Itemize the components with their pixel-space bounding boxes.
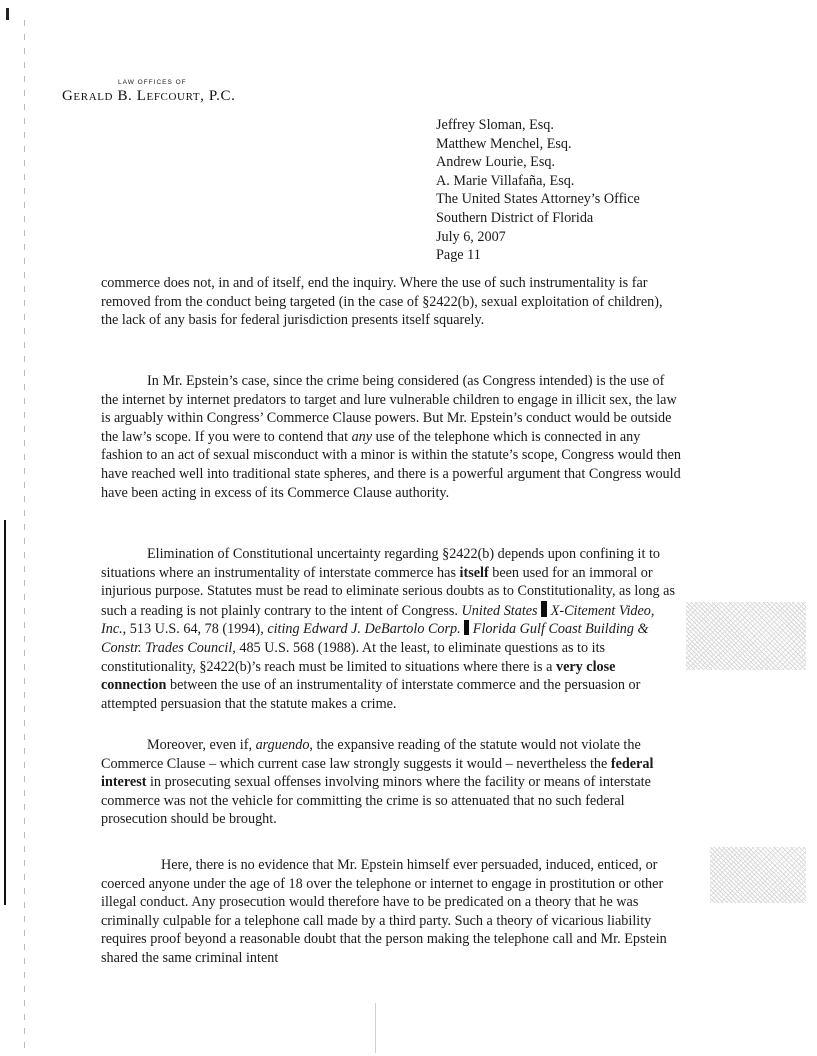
- addressee-line: Jeffrey Sloman, Esq.: [436, 117, 554, 133]
- firm-name: Gerald B. Lefcourt, P.C.: [62, 88, 236, 104]
- scan-margin-line: [24, 20, 25, 1050]
- paragraph-1: commerce does not, in and of itself, end the inquiry. Where the use of such instrumentality is far removed from the conduct being targeted (in the case of §2422(b), sexual exploitation of children), the lack of any basis for federal jurisdiction presents itself squarely.: [101, 275, 663, 329]
- letter-date: July 6, 2007: [436, 228, 506, 245]
- scan-mark: [6, 8, 9, 20]
- addressee-line: Southern District of Florida: [436, 209, 594, 226]
- scan-stamp: [710, 847, 806, 903]
- paragraph-2: In Mr. Epstein’s case, since the crime being considered (as Congress intended) is the use of the internet by internet predators to target and lure vulnerable children to engage in illicit sex, the law is arguably within Congress’ Commerce Clause powers. But Mr. Epstein’s conduct would be outside the law’s scope. If you were to contend that any use of the telephone which is connected in any fashion to an act of sexual misconduct with a minor is within the statute’s scope, Congress would then have reached well into traditional state spheres, and there is a powerful argument that Congress would have been acting in excess of its Commerce Clause authority.: [101, 373, 682, 501]
- redaction-mark: [541, 601, 547, 617]
- addressee-line: A. Marie Villafaña, Esq.: [436, 172, 575, 189]
- addressee-line: The United States Attorney’s Office: [436, 191, 640, 208]
- redaction-mark: [464, 620, 469, 635]
- scan-artifact-line: [375, 1003, 376, 1053]
- addressee-block: [436, 116, 640, 265]
- addressee-line: Andrew Lourie, Esq.: [436, 154, 555, 171]
- addressee-line: Matthew Menchel, Esq.: [436, 135, 572, 152]
- paragraph-4: Moreover, even if, arguendo, the expansive reading of the statute would not violate the Commerce Clause – which current case law strongly suggests it would – nevertheless the federal interest in prosecuting sexual offenses involving minors where the facility or means of interstate commerce was not the vehicle for committing the crime is so attenuated that no such federal prosecution should be brought.: [101, 737, 654, 828]
- paragraph-5: Here, there is no evidence that Mr. Epstein himself ever persuaded, induced, enticed, or coerced anyone under the age of 18 over the telephone or internet to engage in prostitution or other illegal conduct. Any prosecution would therefore have to be predicated on a theory that he was criminally culpable for a telephone call made by a third party. Such a theory of vicarious liability requires proof beyond a reasonable doubt that the person making the telephone call and Mr. Epstein shared the same criminal intent: [101, 857, 667, 966]
- law-offices-label: LAW OFFICES OF: [118, 79, 187, 86]
- page-number: Page 11: [436, 247, 481, 264]
- paragraph-3: Elimination of Constitutional uncertainty regarding §2422(b) depends upon confining it to situations where an instrumentality of interstate commerce has itself been used for an immoral or injurious purpose. Statutes must be read to eliminate serious doubts as to Constitutionality, as long as such a reading is not plainly contrary to the intent of Congress. United States X-Citement Video, Inc., 513 U.S. 64, 78 (1994), citing Edward J. DeBartolo Corp. Florida Gulf Coast Building & Constr. Trades Council, 485 U.S. 568 (1988). At the least, to eliminate questions as to its constitutionality, §2422(b)’s reach must be limited to situations where there is a very close connection between the use of an instrumentality of interstate commerce and the persuasion or attempted persuasion that the statute makes a crime.: [101, 546, 676, 712]
- margin-bar: [4, 520, 6, 905]
- scan-stamp: [686, 602, 806, 670]
